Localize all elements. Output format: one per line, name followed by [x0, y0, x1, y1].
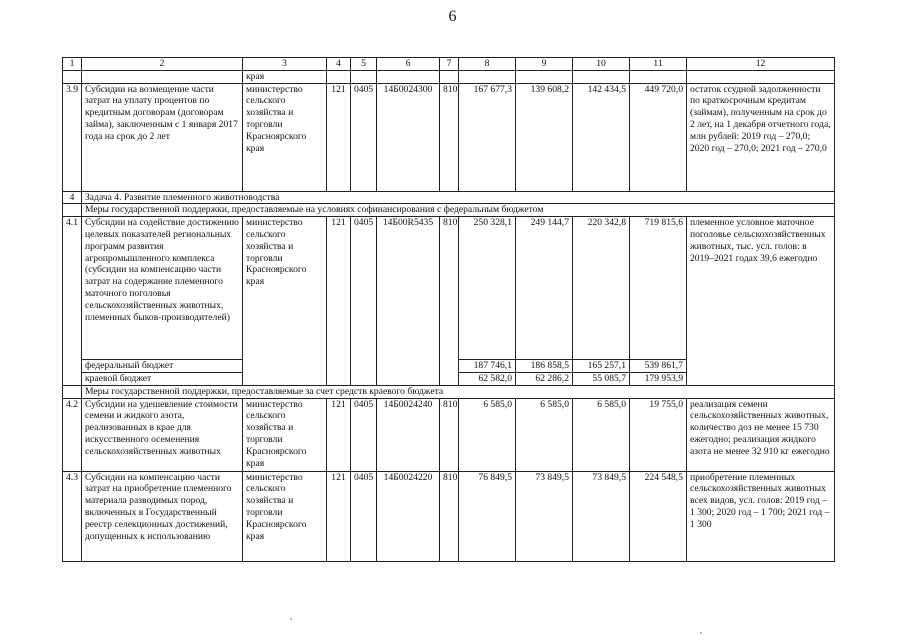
header-cell: 4	[327, 58, 351, 71]
header-row	[63, 58, 835, 71]
cell-ministry-cont: края	[243, 70, 327, 83]
value-2021: 165 257,1	[573, 360, 630, 373]
header-cell: 8	[459, 58, 516, 71]
measure-name: Субсидии на компенсацию части затрат на приобретение племенного материала разводимых пород, включенных в Государственный реестр селекционных достижений, допущенных к использованию	[82, 471, 243, 561]
header-cell: 3	[243, 58, 327, 71]
code-5: 0405	[351, 471, 377, 561]
table-row-4-1	[63, 217, 835, 360]
scan-speck	[290, 618, 292, 620]
measure-name: Субсидии на удешевление стоимости семени и жидкого азота, реализованных в крае для искусственного осеменения сельскохозяйственных животных	[82, 398, 243, 471]
ministry: министерство сельского хозяйства и торговли Красноярского края	[243, 471, 327, 561]
value-2019: 62 582,0	[459, 372, 516, 385]
code-7: 810	[440, 471, 459, 561]
code-7: 810	[440, 83, 459, 191]
value-2020: 62 286,2	[516, 372, 573, 385]
budget-table	[62, 57, 835, 562]
header-cell: 1	[63, 58, 82, 71]
value-total: 719 815,6	[630, 217, 687, 360]
code-7: 810	[440, 217, 459, 386]
header-cell: 7	[440, 58, 459, 71]
value-2021: 220 342,8	[573, 217, 630, 360]
value-2020: 6 585,0	[516, 398, 573, 471]
value-2021: 6 585,0	[573, 398, 630, 471]
header-cell: 5	[351, 58, 377, 71]
section-title-federal: Меры государственной поддержки, предоставляемые на условиях софинансирования с федеральным бюджетом	[82, 204, 835, 217]
value-2020: 73 849,5	[516, 471, 573, 561]
row-number: 4.3	[63, 471, 82, 561]
value-total: 224 548,5	[630, 471, 687, 561]
measure-name: Субсидии на возмещение части затрат на уплату процентов по кредитным договорам (договорам займа), заключенным с 1 января 2017 года на срок до 2 лет	[82, 83, 243, 191]
ministry: министерство сельского хозяйства и торговли Красноярского края	[243, 217, 327, 386]
result-indicator: приобретение племенных сельскохозяйственных животных всех видов, усл. голов: 2019 год – 1 300; 2020 год – 1 700; 2021 год – 1 300	[687, 471, 835, 561]
section-row	[63, 385, 835, 398]
table-row-4-2	[63, 398, 835, 471]
header-cell: 6	[377, 58, 440, 71]
code-6: 14Б00R5435	[377, 217, 440, 386]
header-cell: 12	[687, 58, 835, 71]
code-6: 14Б0024220	[377, 471, 440, 561]
row-number: 4.1	[63, 217, 82, 386]
value-2019: 187 746,1	[459, 360, 516, 373]
code-6: 14Б0024240	[377, 398, 440, 471]
header-cell: 9	[516, 58, 573, 71]
code-5: 0405	[351, 217, 377, 386]
table-row-3-9	[63, 83, 835, 191]
value-total: 179 953,9	[630, 372, 687, 385]
row-number: 4.2	[63, 398, 82, 471]
section-title-regional: Меры государственной поддержки, предоставляемые за счет средств краевого бюджета	[82, 385, 835, 398]
header-cell: 10	[573, 58, 630, 71]
row-number: 4	[63, 191, 82, 204]
code-5: 0405	[351, 83, 377, 191]
value-2019: 76 849,5	[459, 471, 516, 561]
row-number: 3.9	[63, 83, 82, 191]
value-2019: 6 585,0	[459, 398, 516, 471]
page-number: 6	[448, 8, 457, 25]
header-cell: 11	[630, 58, 687, 71]
code-4: 121	[327, 398, 351, 471]
regional-budget-label: краевой бюджет	[82, 372, 243, 385]
scan-speck	[700, 632, 702, 634]
task-row	[63, 191, 835, 204]
code-6: 14Б0024300	[377, 83, 440, 191]
code-5: 0405	[351, 398, 377, 471]
value-total: 539 861,7	[630, 360, 687, 373]
value-2020: 139 608,2	[516, 83, 573, 191]
value-total: 19 755,0	[630, 398, 687, 471]
value-total: 449 720,0	[630, 83, 687, 191]
table-row-4-3	[63, 471, 835, 561]
code-7: 810	[440, 398, 459, 471]
measure-name: Субсидии на содействие достижению целевых показателей региональных программ развития агропромышленного комплекса (субсидии на компенсацию части затрат на содержание племенного маточного поголовья сельскохозяйственных животных, племенных быков-производителей)	[82, 217, 243, 360]
value-2021: 55 085,7	[573, 372, 630, 385]
result-indicator: реализация семени сельскохозяйственных животных, количество доз не менее 15 730 ежегодно; реализация жидкого азота не менее 32 910 кг ежегодно	[687, 398, 835, 471]
section-row	[63, 204, 835, 217]
header-cell: 2	[82, 58, 243, 71]
code-4: 121	[327, 217, 351, 386]
result-indicator: племенное условное маточное поголовье сельскохозяйственных животных, тыс. усл. голов: в 2019–2021 годах 39,6 ежегодно	[687, 217, 835, 386]
value-2021: 142 434,5	[573, 83, 630, 191]
code-4: 121	[327, 83, 351, 191]
value-2019: 167 677,3	[459, 83, 516, 191]
code-4: 121	[327, 471, 351, 561]
value-2020: 249 144,7	[516, 217, 573, 360]
task-title: Задача 4. Развитие племенного животноводства	[82, 191, 835, 204]
result-indicator: остаток ссудной задолженности по краткосрочным кредитам (займам), полученным на срок до 2 лет, на 1 декабря отчетного года, млн рублей: 2019 год – 270,0; 2020 год – 270,0; 2021 год – 270,0	[687, 83, 835, 191]
ministry: министерство сельского хозяйства и торговли Красноярского края	[243, 398, 327, 471]
value-2020: 186 858,5	[516, 360, 573, 373]
value-2021: 73 849,5	[573, 471, 630, 561]
continuation-row	[63, 70, 835, 83]
ministry: министерство сельского хозяйства и торговли Красноярского края	[243, 83, 327, 191]
federal-budget-label: федеральный бюджет	[82, 360, 243, 373]
value-2019: 250 328,1	[459, 217, 516, 360]
